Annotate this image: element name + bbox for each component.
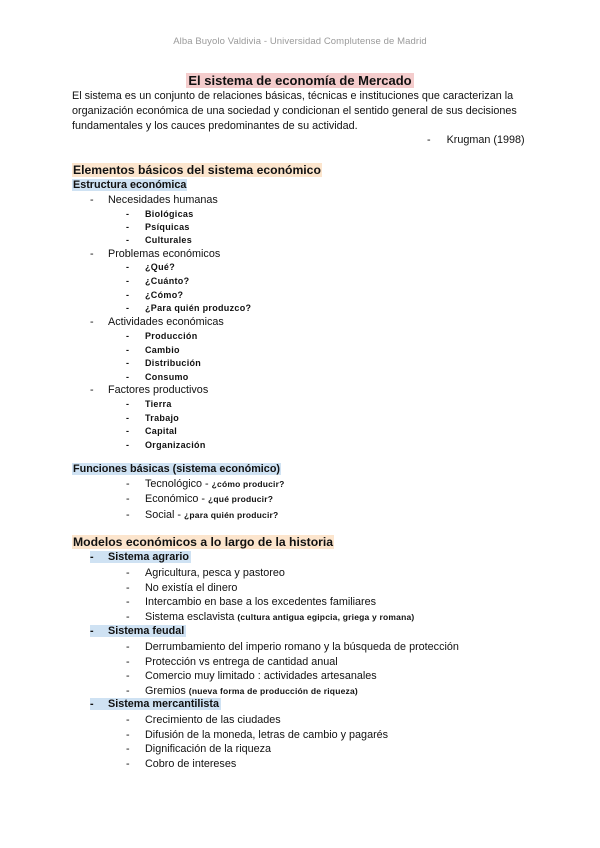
system-detail-item xyxy=(126,596,376,608)
system-detail-item xyxy=(126,641,459,653)
bullet-dash: - xyxy=(126,331,130,341)
bullet-dash: - xyxy=(126,235,130,245)
system-heading-label: Sistema feudal xyxy=(108,625,185,637)
function-label: Tecnológico - xyxy=(145,478,212,490)
document-title: El sistema de economía de Mercado xyxy=(188,73,412,88)
bullet-dash: - xyxy=(90,698,94,710)
system-detail-note: (nueva forma de producción de riqueza) xyxy=(188,685,358,696)
system-detail-text: Intercambio en base a los excedentes familiares xyxy=(145,596,377,608)
sub-list-item xyxy=(126,426,177,436)
bullet-dash: - xyxy=(126,209,130,219)
system-detail-text: No existía el dinero xyxy=(145,581,238,594)
system-heading-highlight xyxy=(90,625,186,637)
sub-list-item xyxy=(126,262,175,272)
system-detail-item xyxy=(126,656,338,668)
bullet-dash: - xyxy=(126,222,130,232)
system-detail-item xyxy=(126,670,377,682)
bullet-dash: - xyxy=(126,399,130,409)
list-item-label: Factores productivos xyxy=(108,384,209,396)
sub-list-item-label: Culturales xyxy=(145,235,193,245)
section-title-text: Funciones básicas (sistema económico) xyxy=(73,463,281,475)
system-detail-item xyxy=(126,567,285,579)
list-item xyxy=(90,194,218,206)
function-item xyxy=(126,493,273,505)
bullet-dash: - xyxy=(126,358,130,368)
system-detail-text: Sistema esclavista xyxy=(145,610,238,623)
system-detail-text: Derrumbamiento del imperio romano y la búsqueda de protección xyxy=(145,641,459,653)
system-heading-label: Sistema mercantilista xyxy=(108,698,220,710)
system-detail-text: Protección vs entrega de cantidad anual xyxy=(145,655,338,668)
bullet-dash: - xyxy=(126,478,130,490)
sub-list-item-label: Biológicas xyxy=(145,209,194,219)
section-estructura-subtitle xyxy=(72,179,187,191)
bullet-dash: - xyxy=(126,413,130,423)
system-heading-highlight xyxy=(90,698,221,710)
sub-list-item xyxy=(126,222,190,232)
bullet-dash: - xyxy=(126,714,130,726)
sub-list-item xyxy=(126,413,179,423)
bullet-dash: - xyxy=(90,248,94,260)
sub-list-item-label: ¿Cómo? xyxy=(145,290,184,300)
bullet-dash: - xyxy=(126,440,130,450)
citation xyxy=(427,134,525,146)
list-item-label: Problemas económicos xyxy=(108,248,221,260)
citation-text: Krugman (1998) xyxy=(446,134,525,146)
list-item xyxy=(90,316,224,328)
bullet-dash: - xyxy=(126,372,130,382)
function-question: ¿qué producir? xyxy=(208,494,274,504)
system-heading xyxy=(90,551,191,563)
system-heading-highlight xyxy=(90,551,191,563)
page-header: Alba Buyolo Valdivia - Universidad Complutense de Madrid xyxy=(173,36,427,47)
system-detail-text: Dignificación de la riqueza xyxy=(145,743,272,755)
sub-list-item xyxy=(126,276,189,286)
intro-paragraph: El sistema es un conjunto de relaciones básicas, técnicas e instituciones que caracterizan la organización económica de una sociedad y condicionan el sentido general de sus decisiones fundamentales y los cauces predominantes de su actividad. xyxy=(72,90,517,132)
bullet-dash: - xyxy=(90,384,94,396)
function-label: Social - xyxy=(145,509,185,521)
bullet-dash: - xyxy=(126,276,130,286)
bullet-dash: - xyxy=(126,345,130,355)
system-detail-text: Agricultura, pesca y pastoreo xyxy=(145,567,285,579)
sub-list-item xyxy=(126,290,183,300)
list-item-label: Necesidades humanas xyxy=(108,194,218,206)
bullet-dash: - xyxy=(126,728,130,741)
bullet-dash: - xyxy=(90,551,94,563)
sub-list-item xyxy=(126,345,180,355)
function-item xyxy=(126,509,278,521)
system-heading xyxy=(90,698,221,710)
subtitle-text: Estructura económica xyxy=(73,179,187,191)
bullet-dash: - xyxy=(90,625,94,637)
function-item xyxy=(126,478,285,490)
list-item xyxy=(90,248,220,260)
sub-list-item-label: ¿Para quién produzco? xyxy=(145,303,252,313)
sub-list-item xyxy=(126,209,194,219)
system-detail-text: Comercio muy limitado : actividades artesanales xyxy=(145,670,377,682)
sub-list-item xyxy=(126,440,206,450)
function-question: ¿para quién producir? xyxy=(184,510,279,520)
sub-list-item xyxy=(126,303,251,313)
function-label: Económico - xyxy=(145,493,209,505)
system-detail-item xyxy=(126,685,358,697)
sub-list-item xyxy=(126,358,201,368)
sub-list-item-label: Cambio xyxy=(145,345,180,355)
sub-list-item-label: ¿Qué? xyxy=(145,262,175,272)
sub-list-item-label: Organización xyxy=(145,440,206,450)
list-item xyxy=(90,384,208,396)
bullet-dash: - xyxy=(126,655,130,668)
system-detail-text: Cobro de intereses xyxy=(145,757,237,770)
bullet-dash: - xyxy=(126,684,130,697)
sub-list-item xyxy=(126,399,172,409)
bullet-dash: - xyxy=(126,670,130,682)
bullet-dash: - xyxy=(126,290,130,300)
sub-list-item-label: ¿Cuánto? xyxy=(145,276,190,286)
system-detail-note: (cultura antigua egipcia, griega y romana) xyxy=(237,611,415,622)
system-detail-text: Gremios xyxy=(145,684,189,697)
bullet-dash: - xyxy=(126,641,130,653)
bullet-dash: - xyxy=(90,316,94,328)
bullet-dash: - xyxy=(126,303,130,313)
sub-list-item-label: Tierra xyxy=(145,399,172,409)
system-detail-item xyxy=(126,743,271,755)
sub-list-item xyxy=(126,235,192,245)
system-detail-item xyxy=(126,729,388,741)
function-question: ¿cómo producir? xyxy=(211,479,285,489)
sub-list-item xyxy=(126,331,198,341)
bullet-dash: - xyxy=(126,262,130,272)
system-detail-item xyxy=(126,582,237,594)
bullet-dash: - xyxy=(126,493,130,505)
section-elementos-title xyxy=(72,163,322,177)
system-detail-item xyxy=(126,758,236,770)
section-title-text: Elementos básicos del sistema económico xyxy=(73,163,321,177)
section-funciones-title xyxy=(72,463,281,475)
bullet-dash: - xyxy=(90,194,94,206)
sub-list-item xyxy=(126,372,189,382)
bullet-dash: - xyxy=(126,610,130,623)
sub-list-item-label: Producción xyxy=(145,331,198,341)
bullet-dash: - xyxy=(126,743,130,755)
bullet-dash: - xyxy=(126,509,130,521)
sub-list-item-label: Psíquicas xyxy=(145,222,190,232)
sub-list-item-label: Capital xyxy=(145,426,178,436)
document-title-wrap xyxy=(0,72,600,90)
bullet-dash: - xyxy=(126,596,130,608)
sub-list-item-label: Distribución xyxy=(145,358,202,368)
citation-dash: - xyxy=(427,134,431,146)
bullet-dash: - xyxy=(126,757,130,770)
sub-list-item-label: Trabajo xyxy=(145,413,180,423)
bullet-dash: - xyxy=(126,426,130,436)
system-detail-text: Crecimiento de las ciudades xyxy=(145,714,281,726)
system-detail-item xyxy=(126,611,414,623)
system-detail-text: Difusión de la moneda, letras de cambio y pagarés xyxy=(145,728,389,741)
system-heading xyxy=(90,625,186,637)
bullet-dash: - xyxy=(126,581,130,594)
list-item-label: Actividades económicas xyxy=(108,316,224,328)
system-heading-label: Sistema agrario xyxy=(108,551,190,563)
section-modelos-title xyxy=(72,535,334,549)
sub-list-item-label: Consumo xyxy=(145,372,189,382)
system-detail-item xyxy=(126,714,281,726)
bullet-dash: - xyxy=(126,567,130,579)
section-title-text: Modelos económicos a lo largo de la historia xyxy=(73,535,334,549)
